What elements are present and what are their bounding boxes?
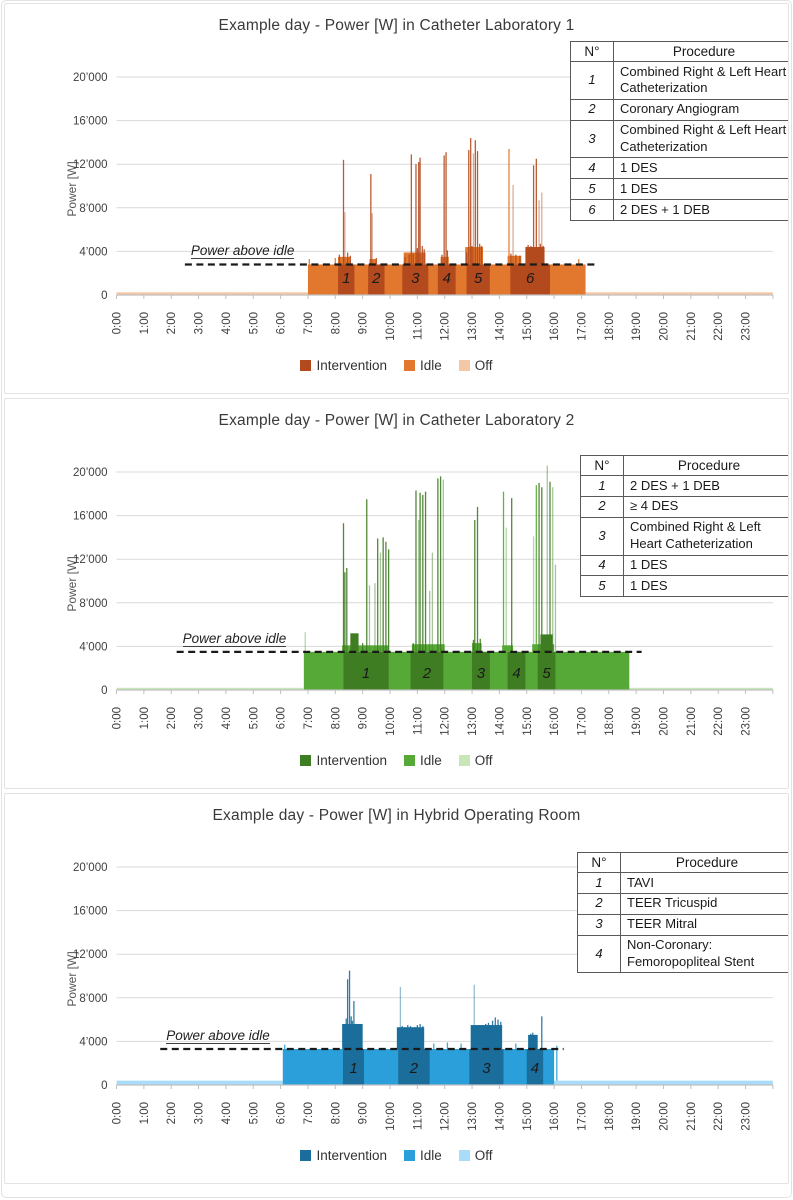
table-header-procedure: Procedure bbox=[614, 42, 790, 62]
y-tick-label: 16’000 bbox=[72, 905, 108, 918]
legend-item-off bbox=[459, 753, 493, 768]
x-tick-label: 3:00 bbox=[193, 312, 206, 335]
legend-swatch-intervention bbox=[300, 360, 311, 371]
x-tick-label: 0:00 bbox=[111, 707, 124, 730]
legend-item-idle bbox=[404, 753, 442, 768]
x-tick-label: 16:00 bbox=[549, 707, 562, 736]
legend-hybrid-or bbox=[5, 1148, 788, 1163]
table-row bbox=[581, 476, 790, 497]
procedure-name-cell: 2 DES + 1 DEB bbox=[624, 476, 790, 497]
y-axis-title: Power [W] bbox=[65, 161, 79, 217]
procedure-name-cell: Combined Right & Left Heart Catheterization bbox=[614, 62, 790, 100]
legend-label: Intervention bbox=[316, 753, 387, 768]
x-tick-label: 11:00 bbox=[412, 312, 425, 340]
table-header-procedure: Procedure bbox=[621, 853, 790, 873]
x-tick-label: 17:00 bbox=[576, 312, 589, 341]
x-tick-label: 1:00 bbox=[138, 1102, 151, 1125]
y-tick-label: 0 bbox=[101, 1080, 108, 1092]
chart-panel-catheter-lab-2 bbox=[4, 398, 789, 789]
legend-swatch-off bbox=[459, 1150, 470, 1161]
table-row bbox=[578, 873, 790, 894]
x-tick-label: 7:00 bbox=[302, 312, 315, 335]
procedure-number-cell: 4 bbox=[578, 935, 621, 973]
legend-label: Intervention bbox=[316, 358, 387, 373]
x-tick-label: 22:00 bbox=[713, 1102, 726, 1131]
legend-swatch-intervention bbox=[300, 755, 311, 766]
y-tick-label: 20’000 bbox=[72, 72, 108, 84]
x-tick-label: 16:00 bbox=[549, 312, 562, 341]
power-bump bbox=[412, 644, 445, 652]
x-tick-label: 22:00 bbox=[713, 312, 726, 341]
x-tick-label: 5:00 bbox=[248, 1102, 261, 1125]
x-tick-label: 11:00 bbox=[412, 1102, 425, 1130]
table-row bbox=[571, 200, 790, 221]
x-tick-label: 19:00 bbox=[631, 312, 644, 341]
procedure-name-cell: Combined Right & Left Heart Catheterization bbox=[614, 120, 790, 158]
x-tick-label: 13:00 bbox=[467, 707, 480, 736]
x-tick-label: 6:00 bbox=[275, 312, 288, 335]
procedure-number-label: 4 bbox=[442, 270, 451, 287]
table-header-row bbox=[571, 42, 790, 62]
x-tick-label: 19:00 bbox=[631, 707, 644, 736]
y-tick-label: 16’000 bbox=[72, 510, 108, 523]
x-tick-label: 15:00 bbox=[521, 707, 534, 736]
y-tick-label: 20’000 bbox=[72, 467, 108, 479]
x-tick-label: 15:00 bbox=[521, 1102, 534, 1131]
x-tick-label: 1:00 bbox=[138, 707, 151, 730]
chart-panel-catheter-lab-1 bbox=[4, 3, 789, 394]
legend-item-idle bbox=[404, 358, 442, 373]
y-tick-label: 8’000 bbox=[79, 992, 108, 1005]
legend-label: Idle bbox=[420, 358, 442, 373]
table-row bbox=[571, 158, 790, 179]
x-axis bbox=[112, 1085, 773, 1131]
power-above-idle-annotation: Power above idle bbox=[166, 1028, 270, 1044]
x-tick-label: 4:00 bbox=[220, 707, 233, 730]
x-tick-label: 19:00 bbox=[631, 1102, 644, 1131]
x-tick-label: 10:00 bbox=[385, 312, 397, 341]
procedure-table-lab1 bbox=[570, 41, 789, 221]
x-tick-label: 23:00 bbox=[740, 1102, 753, 1131]
procedure-number-cell: 1 bbox=[571, 62, 614, 100]
procedure-table-lab2 bbox=[580, 455, 789, 597]
power-above-idle-annotation: Power above idle bbox=[182, 630, 287, 646]
x-tick-label: 18:00 bbox=[603, 1102, 616, 1131]
table-header-number: N° bbox=[581, 456, 624, 476]
x-tick-label: 11:00 bbox=[412, 707, 425, 735]
legend-item-intervention bbox=[300, 753, 387, 768]
x-tick-label: 21:00 bbox=[685, 707, 698, 736]
legend-swatch-off bbox=[459, 360, 470, 371]
legend-item-intervention bbox=[300, 358, 387, 373]
x-tick-label: 9:00 bbox=[357, 1102, 370, 1125]
x-tick-label: 1:00 bbox=[138, 312, 151, 335]
table-row bbox=[581, 496, 790, 517]
procedure-number-cell: 5 bbox=[581, 576, 624, 597]
procedure-number-label: 1 bbox=[361, 665, 371, 682]
procedure-name-cell: Combined Right & Left Heart Catheterization bbox=[624, 517, 790, 555]
procedure-number-cell: 4 bbox=[571, 158, 614, 179]
procedure-number-label: 4 bbox=[530, 1060, 540, 1077]
y-tick-label: 16’000 bbox=[72, 115, 108, 128]
procedure-name-cell: 1 DES bbox=[614, 158, 790, 179]
procedure-number-label: 3 bbox=[411, 270, 420, 287]
legend-item-idle bbox=[404, 1148, 442, 1163]
procedure-name-cell: Coronary Angiogram bbox=[614, 99, 790, 120]
x-tick-label: 20:00 bbox=[658, 312, 671, 341]
procedure-name-cell: TEER Tricuspid bbox=[621, 893, 790, 914]
legend-item-intervention bbox=[300, 1148, 387, 1163]
legend-label: Idle bbox=[420, 1148, 442, 1163]
procedure-number-cell: 4 bbox=[581, 555, 624, 576]
procedure-name-cell: TAVI bbox=[621, 873, 790, 894]
procedure-name-cell: Non-Coronary: Femoropopliteal Stent bbox=[621, 935, 790, 973]
x-tick-label: 4:00 bbox=[220, 312, 233, 335]
chart-title: Example day - Power [W] in Catheter Laboratory 2 bbox=[218, 412, 575, 429]
procedure-number-label: 5 bbox=[542, 665, 551, 682]
x-tick-label: 21:00 bbox=[685, 1102, 698, 1131]
power-bump bbox=[508, 256, 522, 265]
x-axis bbox=[112, 295, 773, 341]
procedure-name-cell: 2 DES + 1 DEB bbox=[614, 200, 790, 221]
table-row bbox=[578, 914, 790, 935]
figure-canvas bbox=[1, 0, 792, 1198]
y-tick-label: 8’000 bbox=[79, 597, 108, 610]
x-tick-label: 15:00 bbox=[521, 312, 534, 341]
off-band bbox=[117, 1081, 283, 1085]
procedure-number-label: 3 bbox=[482, 1060, 491, 1077]
y-tick-label: 12’000 bbox=[72, 159, 108, 172]
table-row bbox=[571, 120, 790, 158]
power-above-idle-annotation: Power above idle bbox=[190, 243, 295, 259]
x-tick-label: 23:00 bbox=[740, 707, 753, 736]
legend-item-off bbox=[459, 358, 493, 373]
chart-title: Example day - Power [W] in Hybrid Operating Room bbox=[212, 807, 581, 824]
table-header-row bbox=[578, 853, 790, 873]
x-tick-label: 13:00 bbox=[467, 1102, 480, 1131]
legend-lab2 bbox=[5, 753, 788, 768]
x-tick-label: 18:00 bbox=[603, 707, 616, 736]
legend-swatch-intervention bbox=[300, 1150, 311, 1161]
x-tick-label: 20:00 bbox=[658, 1102, 671, 1131]
x-tick-label: 22:00 bbox=[713, 707, 726, 736]
y-axis-tick-labels bbox=[73, 467, 108, 697]
x-tick-label: 3:00 bbox=[193, 707, 206, 730]
procedure-name-cell: TEER Mitral bbox=[621, 914, 790, 935]
procedure-number-label: 6 bbox=[525, 270, 535, 287]
chart-title: Example day - Power [W] in Catheter Laboratory 1 bbox=[218, 17, 575, 34]
y-axis-tick-labels bbox=[73, 862, 108, 1092]
legend-label: Idle bbox=[420, 753, 442, 768]
legend-label: Off bbox=[474, 358, 493, 373]
x-tick-label: 7:00 bbox=[302, 1102, 315, 1125]
x-tick-label: 7:00 bbox=[302, 707, 315, 730]
y-tick-label: 0 bbox=[101, 290, 108, 302]
y-axis-title: Power [W] bbox=[65, 951, 79, 1007]
x-tick-label: 5:00 bbox=[248, 707, 261, 730]
x-tick-label: 6:00 bbox=[275, 1102, 288, 1125]
table-row bbox=[571, 99, 790, 120]
x-tick-label: 8:00 bbox=[330, 1102, 343, 1125]
procedure-number-cell: 1 bbox=[578, 873, 621, 894]
x-tick-label: 23:00 bbox=[740, 312, 753, 341]
table-row bbox=[581, 555, 790, 576]
x-tick-label: 9:00 bbox=[357, 707, 370, 730]
x-tick-label: 14:00 bbox=[494, 707, 507, 736]
y-tick-label: 4’000 bbox=[79, 1036, 108, 1049]
procedure-number-cell: 5 bbox=[571, 179, 614, 200]
table-row bbox=[571, 179, 790, 200]
legend-label: Off bbox=[474, 753, 493, 768]
x-tick-label: 0:00 bbox=[111, 312, 124, 335]
table-row bbox=[571, 62, 790, 100]
x-tick-label: 20:00 bbox=[658, 707, 671, 736]
y-axis-tick-labels bbox=[73, 72, 108, 302]
off-band bbox=[554, 1081, 773, 1085]
x-tick-label: 8:00 bbox=[330, 312, 343, 335]
table-row bbox=[581, 517, 790, 555]
x-tick-label: 17:00 bbox=[576, 1102, 589, 1131]
procedure-number-cell: 2 bbox=[571, 99, 614, 120]
table-row bbox=[578, 935, 790, 973]
x-tick-label: 3:00 bbox=[193, 1102, 206, 1125]
legend-swatch-off bbox=[459, 755, 470, 766]
y-tick-label: 20’000 bbox=[72, 862, 108, 874]
procedure-number-cell: 2 bbox=[578, 893, 621, 914]
power-bump bbox=[350, 633, 358, 652]
legend-label: Off bbox=[474, 1148, 493, 1163]
procedure-name-cell: 1 DES bbox=[624, 576, 790, 597]
x-tick-label: 2:00 bbox=[166, 312, 179, 335]
power-spikes bbox=[305, 465, 555, 651]
x-tick-label: 10:00 bbox=[385, 707, 397, 736]
y-tick-label: 4’000 bbox=[79, 641, 108, 654]
procedure-number-cell: 6 bbox=[571, 200, 614, 221]
procedure-number-label: 2 bbox=[372, 270, 381, 287]
legend-swatch-idle bbox=[404, 360, 415, 371]
y-tick-label: 0 bbox=[101, 685, 108, 697]
procedure-name-cell: 1 DES bbox=[624, 555, 790, 576]
procedure-number-label: 2 bbox=[409, 1060, 419, 1077]
chart-panel-hybrid-or bbox=[4, 793, 789, 1184]
procedure-number-cell: 1 bbox=[581, 476, 624, 497]
table-row bbox=[581, 576, 790, 597]
legend-item-off bbox=[459, 1148, 493, 1163]
x-tick-label: 12:00 bbox=[439, 707, 452, 736]
legend-label: Intervention bbox=[316, 1148, 387, 1163]
x-tick-label: 10:00 bbox=[385, 1102, 397, 1131]
y-tick-label: 12’000 bbox=[72, 949, 108, 962]
procedure-number-label: 5 bbox=[474, 270, 483, 287]
x-tick-label: 2:00 bbox=[166, 1102, 179, 1125]
x-tick-label: 8:00 bbox=[330, 707, 343, 730]
procedure-number-label: 1 bbox=[342, 270, 351, 287]
y-tick-label: 12’000 bbox=[72, 554, 108, 567]
procedure-number-label: 1 bbox=[349, 1060, 358, 1077]
x-tick-label: 5:00 bbox=[248, 312, 261, 335]
table-header-procedure: Procedure bbox=[624, 456, 790, 476]
x-tick-label: 12:00 bbox=[439, 312, 452, 341]
x-axis bbox=[112, 690, 773, 736]
x-tick-label: 18:00 bbox=[603, 312, 616, 341]
procedure-number-label: 2 bbox=[422, 665, 432, 682]
table-header-number: N° bbox=[578, 853, 621, 873]
y-tick-label: 4’000 bbox=[79, 246, 108, 259]
procedure-name-cell: 1 DES bbox=[614, 179, 790, 200]
x-tick-label: 16:00 bbox=[549, 1102, 562, 1131]
y-axis-title: Power [W] bbox=[65, 556, 79, 612]
x-tick-label: 2:00 bbox=[166, 707, 179, 730]
table-row bbox=[578, 893, 790, 914]
power-spikes bbox=[309, 138, 578, 264]
x-tick-label: 9:00 bbox=[357, 312, 370, 335]
x-tick-label: 17:00 bbox=[576, 707, 589, 736]
procedure-number-cell: 2 bbox=[581, 496, 624, 517]
x-tick-label: 14:00 bbox=[494, 1102, 507, 1131]
table-header-row bbox=[581, 456, 790, 476]
x-tick-label: 12:00 bbox=[439, 1102, 452, 1131]
x-tick-label: 4:00 bbox=[220, 1102, 233, 1125]
x-tick-label: 6:00 bbox=[275, 707, 288, 730]
procedure-name-cell: ≥ 4 DES bbox=[624, 496, 790, 517]
procedure-table-hybrid-or bbox=[577, 852, 789, 973]
x-tick-label: 14:00 bbox=[494, 312, 507, 341]
procedure-number-label: 3 bbox=[476, 665, 486, 682]
y-tick-label: 8’000 bbox=[79, 202, 108, 215]
table-header-number: N° bbox=[571, 42, 614, 62]
procedure-number-cell: 3 bbox=[571, 120, 614, 158]
legend-lab1 bbox=[5, 358, 788, 373]
procedure-number-label: 4 bbox=[512, 665, 521, 682]
x-tick-label: 21:00 bbox=[685, 312, 698, 341]
x-tick-label: 13:00 bbox=[467, 312, 480, 341]
legend-swatch-idle bbox=[404, 755, 415, 766]
legend-swatch-idle bbox=[404, 1150, 415, 1161]
procedure-number-cell: 3 bbox=[578, 914, 621, 935]
procedure-number-cell: 3 bbox=[581, 517, 624, 555]
x-tick-label: 0:00 bbox=[111, 1102, 124, 1125]
